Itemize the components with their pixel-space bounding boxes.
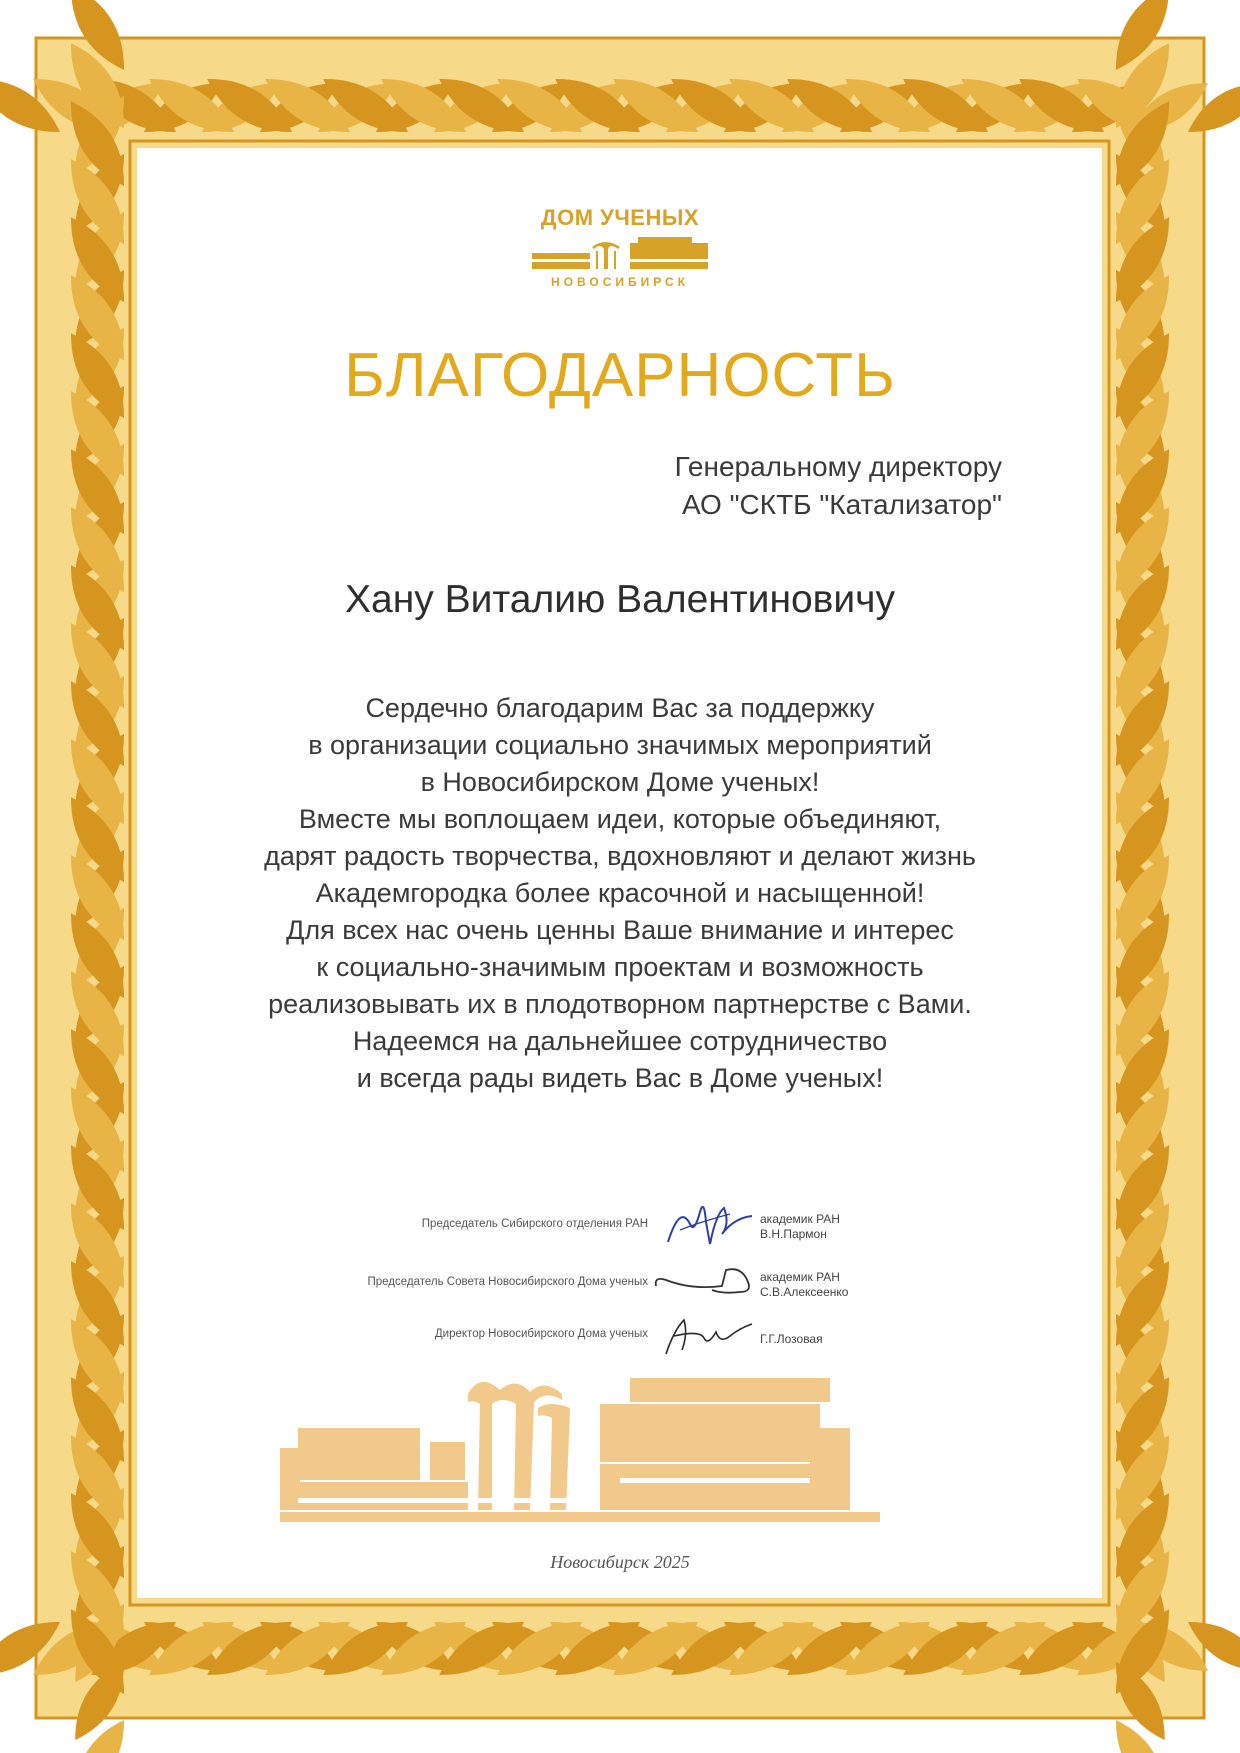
signatory-degree: академик РАН xyxy=(760,1212,840,1226)
recipient-company-line: АО "СКТБ "Катализатор" xyxy=(681,489,1002,520)
signatory-role: Директор Новосибирского Дома ученых xyxy=(434,1328,648,1340)
city-year: Новосибирск 2025 xyxy=(550,1552,690,1572)
text-line: Академгородка более красочной и насыщенной! xyxy=(315,878,925,908)
signatory-name: В.Н.Пармон xyxy=(760,1227,827,1241)
signature-lozovaya xyxy=(660,1310,760,1360)
text-line: Сердечно благодарим Вас за поддержку xyxy=(365,693,875,723)
logo-title: ДОМ УЧЕНЫХ xyxy=(540,205,700,230)
gratitude-text xyxy=(0,690,1240,1097)
certificate-title: БЛАГОДАРНОСТЬ xyxy=(344,341,896,410)
signatory-name: Г.Г.Лозовая xyxy=(760,1332,823,1346)
text-line: в Новосибирском Доме ученых! xyxy=(420,767,820,797)
text-line: и всегда рады видеть Вас в Доме ученых! xyxy=(356,1063,884,1093)
signatory-title xyxy=(760,1270,848,1300)
logo-subtitle: НОВОСИБИРСК xyxy=(551,275,689,289)
signatory-title xyxy=(760,1332,823,1347)
recipient-position-line: Генеральному директору xyxy=(674,451,1002,482)
logo xyxy=(0,205,1240,289)
house-of-scientists-illustration xyxy=(280,1378,960,1528)
signatory-degree: академик РАН xyxy=(760,1270,840,1284)
signature-row-1 xyxy=(0,1210,1240,1250)
signatory-role: Председатель Совета Новосибирского Дома ученых xyxy=(367,1276,648,1288)
text-line: реализовывать их в плодотворном партнерстве с Вами. xyxy=(268,989,972,1019)
signature-row-3 xyxy=(0,1322,1240,1362)
recipient-name: Хану Виталию Валентиновичу xyxy=(345,578,895,621)
signatory-role: Председатель Сибирского отделения РАН xyxy=(421,1218,648,1230)
text-line: дарят радость творчества, вдохновляют и делают жизнь xyxy=(264,841,976,871)
signature-parmon xyxy=(660,1194,760,1254)
text-line: Надеемся на дальнейшее сотрудничество xyxy=(352,1026,888,1056)
text-line: Для всех нас очень ценны Ваше внимание и интерес xyxy=(286,915,954,945)
text-line: к социально-значимым проектам и возможность xyxy=(316,952,924,982)
text-line: Вместе мы воплощаем идеи, которые объединяют, xyxy=(298,804,942,834)
text-line: в организации социально значимых мероприятий xyxy=(308,730,932,760)
signature-alekseenko xyxy=(652,1262,762,1302)
recipient-position xyxy=(675,448,1002,524)
signatory-name: С.В.Алексеенко xyxy=(760,1285,849,1299)
building-logo-icon xyxy=(530,237,710,271)
signature-row-2 xyxy=(0,1268,1240,1308)
signatory-title xyxy=(760,1212,840,1242)
